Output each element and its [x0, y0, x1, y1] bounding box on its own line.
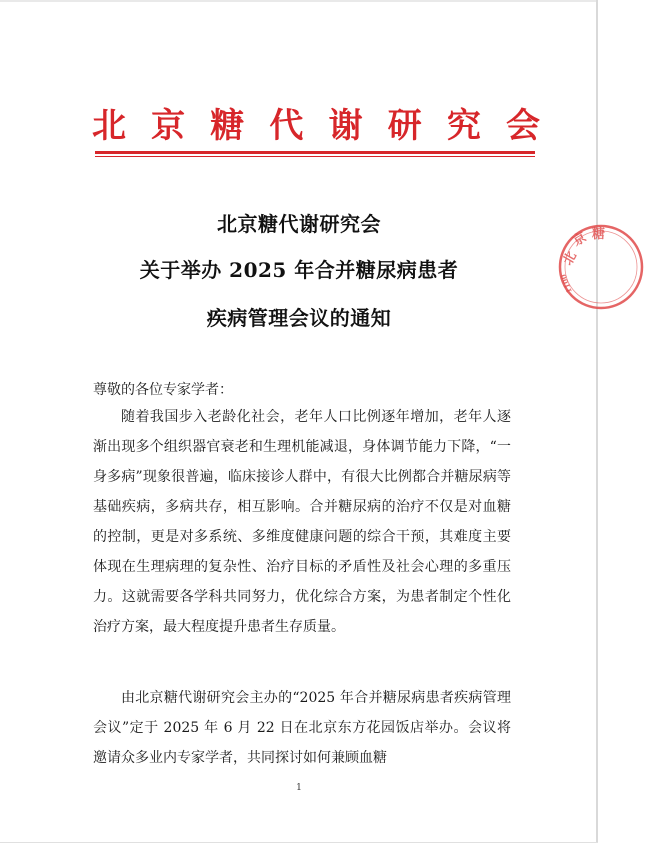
- salutation: 尊敬的各位专家学者：: [93, 382, 233, 398]
- letterhead-char: 糖: [210, 105, 245, 146]
- title-line-1: 北京糖代谢研究会: [217, 212, 381, 236]
- letterhead: [92, 97, 540, 147]
- title-line-2: 关于举办 2025 年合并糖尿病患者: [139, 258, 459, 282]
- svg-text:糖: 糖: [592, 227, 606, 242]
- letterhead-char: 会: [505, 105, 540, 146]
- page-number: 1: [296, 783, 302, 793]
- svg-text:1100: 1100: [558, 273, 574, 295]
- letterhead-char: 代: [269, 105, 304, 146]
- paragraph-2: 由北京糖代谢研究会主办的“2025 年合并糖尿病患者疾病管理会议”定于 2025 年 6 月 22 日在北京东方花园饭店举办。会议将邀请众多业内专家学者，共同探讨如何兼顾血糖: [93, 690, 511, 766]
- svg-text:京: 京: [570, 229, 590, 250]
- letterhead-char: 京: [151, 105, 186, 146]
- official-seal-stamp: [556, 222, 646, 312]
- letterhead-char: 谢: [328, 105, 363, 146]
- letterhead-char: 究: [446, 105, 481, 146]
- paragraph-1: 随着我国步入老龄化社会，老年人口比例逐年增加，老年人逐渐出现多个组织器官衰老和生理机能减退，身体调节能力下降，“一身多病”现象很普遍，临床接诊人群中，有很大比例都合并糖尿病等基础疾病，多病共存，相互影响。合并糖尿病的治疗不仅是对血糖的控制，更是对多系统、多维度健康问题的综合干预，其难度主要体现在生理病理的复杂性、治疗目标的矛盾性及社会心理的多重压力。这就需要各学科共同努力，优化综合方案，为患者制定个性化治疗方案，最大程度提升患者生存质量。: [93, 409, 511, 635]
- page-edge-top: [0, 0, 598, 2]
- page-edge-right: [596, 0, 598, 843]
- letterhead-rule-thick: [95, 151, 535, 154]
- letterhead-char: 北: [92, 105, 126, 146]
- svg-text:北: 北: [560, 249, 580, 268]
- letterhead-rule-thin: [95, 156, 535, 157]
- letterhead-char: 研: [387, 105, 422, 146]
- title-line-3: 疾病管理会议的通知: [206, 306, 392, 330]
